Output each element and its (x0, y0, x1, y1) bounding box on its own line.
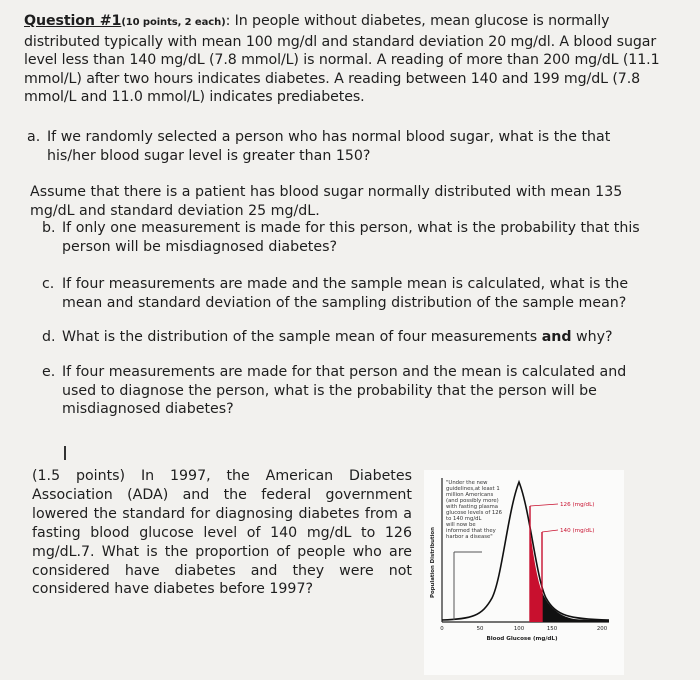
annotation-line: "Under the new (446, 480, 488, 486)
part-b-text: If only one measurement is made for this person, what is the probability that this person will be misdiagnosed diabetes? (62, 220, 640, 255)
x-tick-label: 50 (476, 626, 484, 632)
part-d-text (62, 328, 660, 347)
part-c-text: If four measurements are made and the sample mean is calculated, what is the mean and standard deviation of the sampling distribution of the sample mean? (62, 276, 629, 311)
label-126: 126 (mg/dL) (560, 502, 595, 508)
question-intro: : In people without diabetes, mean glucose is normally distributed typically with mean 100 mg/dl and standard deviation 20 mg/dl. A blood sugar level less than 140 mg/dL (7.8 mmol/L) is normal. A reading of more than 200 mg/dL (11.1 mmol/L) after two hours indicates diabetes. A reading between 140 and 199 mg/dL (7.8 mmol/L and 11.0 mmol/L) indicates prediabetes. (24, 13, 660, 105)
bonus-question: (1.5 points) In 1997, the American Diabetes Association (ADA) and the federal government lowered the standard for diagnosing diabetes from a fasting blood glucose level of 140 mg/dL to 126 mg/dL.7. What is the proportion of people who are considered have diabetes and they were not considered have diabetes before 1997? (32, 468, 412, 598)
part-c-label: c. (42, 276, 55, 292)
question-number: Question #1 (24, 13, 122, 29)
annotation-line: harbor a disease" (446, 534, 493, 540)
part-d-text-bold: and (541, 329, 572, 345)
x-tick-label: 150 (546, 626, 558, 632)
annotation-line: informed that they (446, 528, 496, 534)
glucose-distribution-figure (424, 470, 624, 675)
x-tick-label: 100 (513, 626, 525, 632)
question-points: (10 points, 2 each) (121, 17, 226, 28)
part-d-text-pre: What is the distribution of the sample mean of four measurements (62, 329, 542, 345)
x-tick-label: 0 (440, 626, 444, 632)
glucose-distribution-svg (424, 470, 624, 675)
part-b-label: b. (42, 220, 56, 236)
annotation-line: million Americans (446, 492, 494, 498)
annotation-line: glucose levels of 126 (446, 510, 502, 516)
question-header (24, 12, 664, 107)
part-d-label: d. (42, 329, 56, 345)
annotation-line: with fasting plasma (446, 504, 498, 510)
annotation-line: to 140 mg/dL (446, 516, 482, 522)
annotation-line: guidelines,at least 1 (446, 486, 500, 492)
x-tick-label: 200 (596, 626, 608, 632)
part-a-label: a. (27, 129, 41, 145)
text-cursor (64, 446, 66, 460)
x-axis-label: Blood Glucose (mg/dL) (486, 636, 558, 642)
annotation-line: will now be (446, 522, 476, 528)
label-140: 140 (mg/dL) (560, 528, 595, 534)
part-e-label: e. (42, 364, 56, 380)
y-axis-label: Population Distribution (430, 527, 436, 598)
part-e-text: If four measurements are made for that person and the mean is calculated and used to diagnose the person, what is the probability that the person will be misdiagnosed diabetes? (62, 364, 627, 417)
assumption-paragraph: Assume that there is a patient has blood sugar normally distributed with mean 135 mg/dL and standard deviation 25 mg/dL. (30, 184, 623, 219)
annotation-line: (and possibly more) (446, 498, 499, 504)
part-a-text: If we randomly selected a person who has normal blood sugar, what is the that his/her blood sugar level is greater than 150? (47, 129, 611, 164)
part-d-text-post: why? (571, 329, 613, 345)
figure-annotation (446, 480, 503, 540)
